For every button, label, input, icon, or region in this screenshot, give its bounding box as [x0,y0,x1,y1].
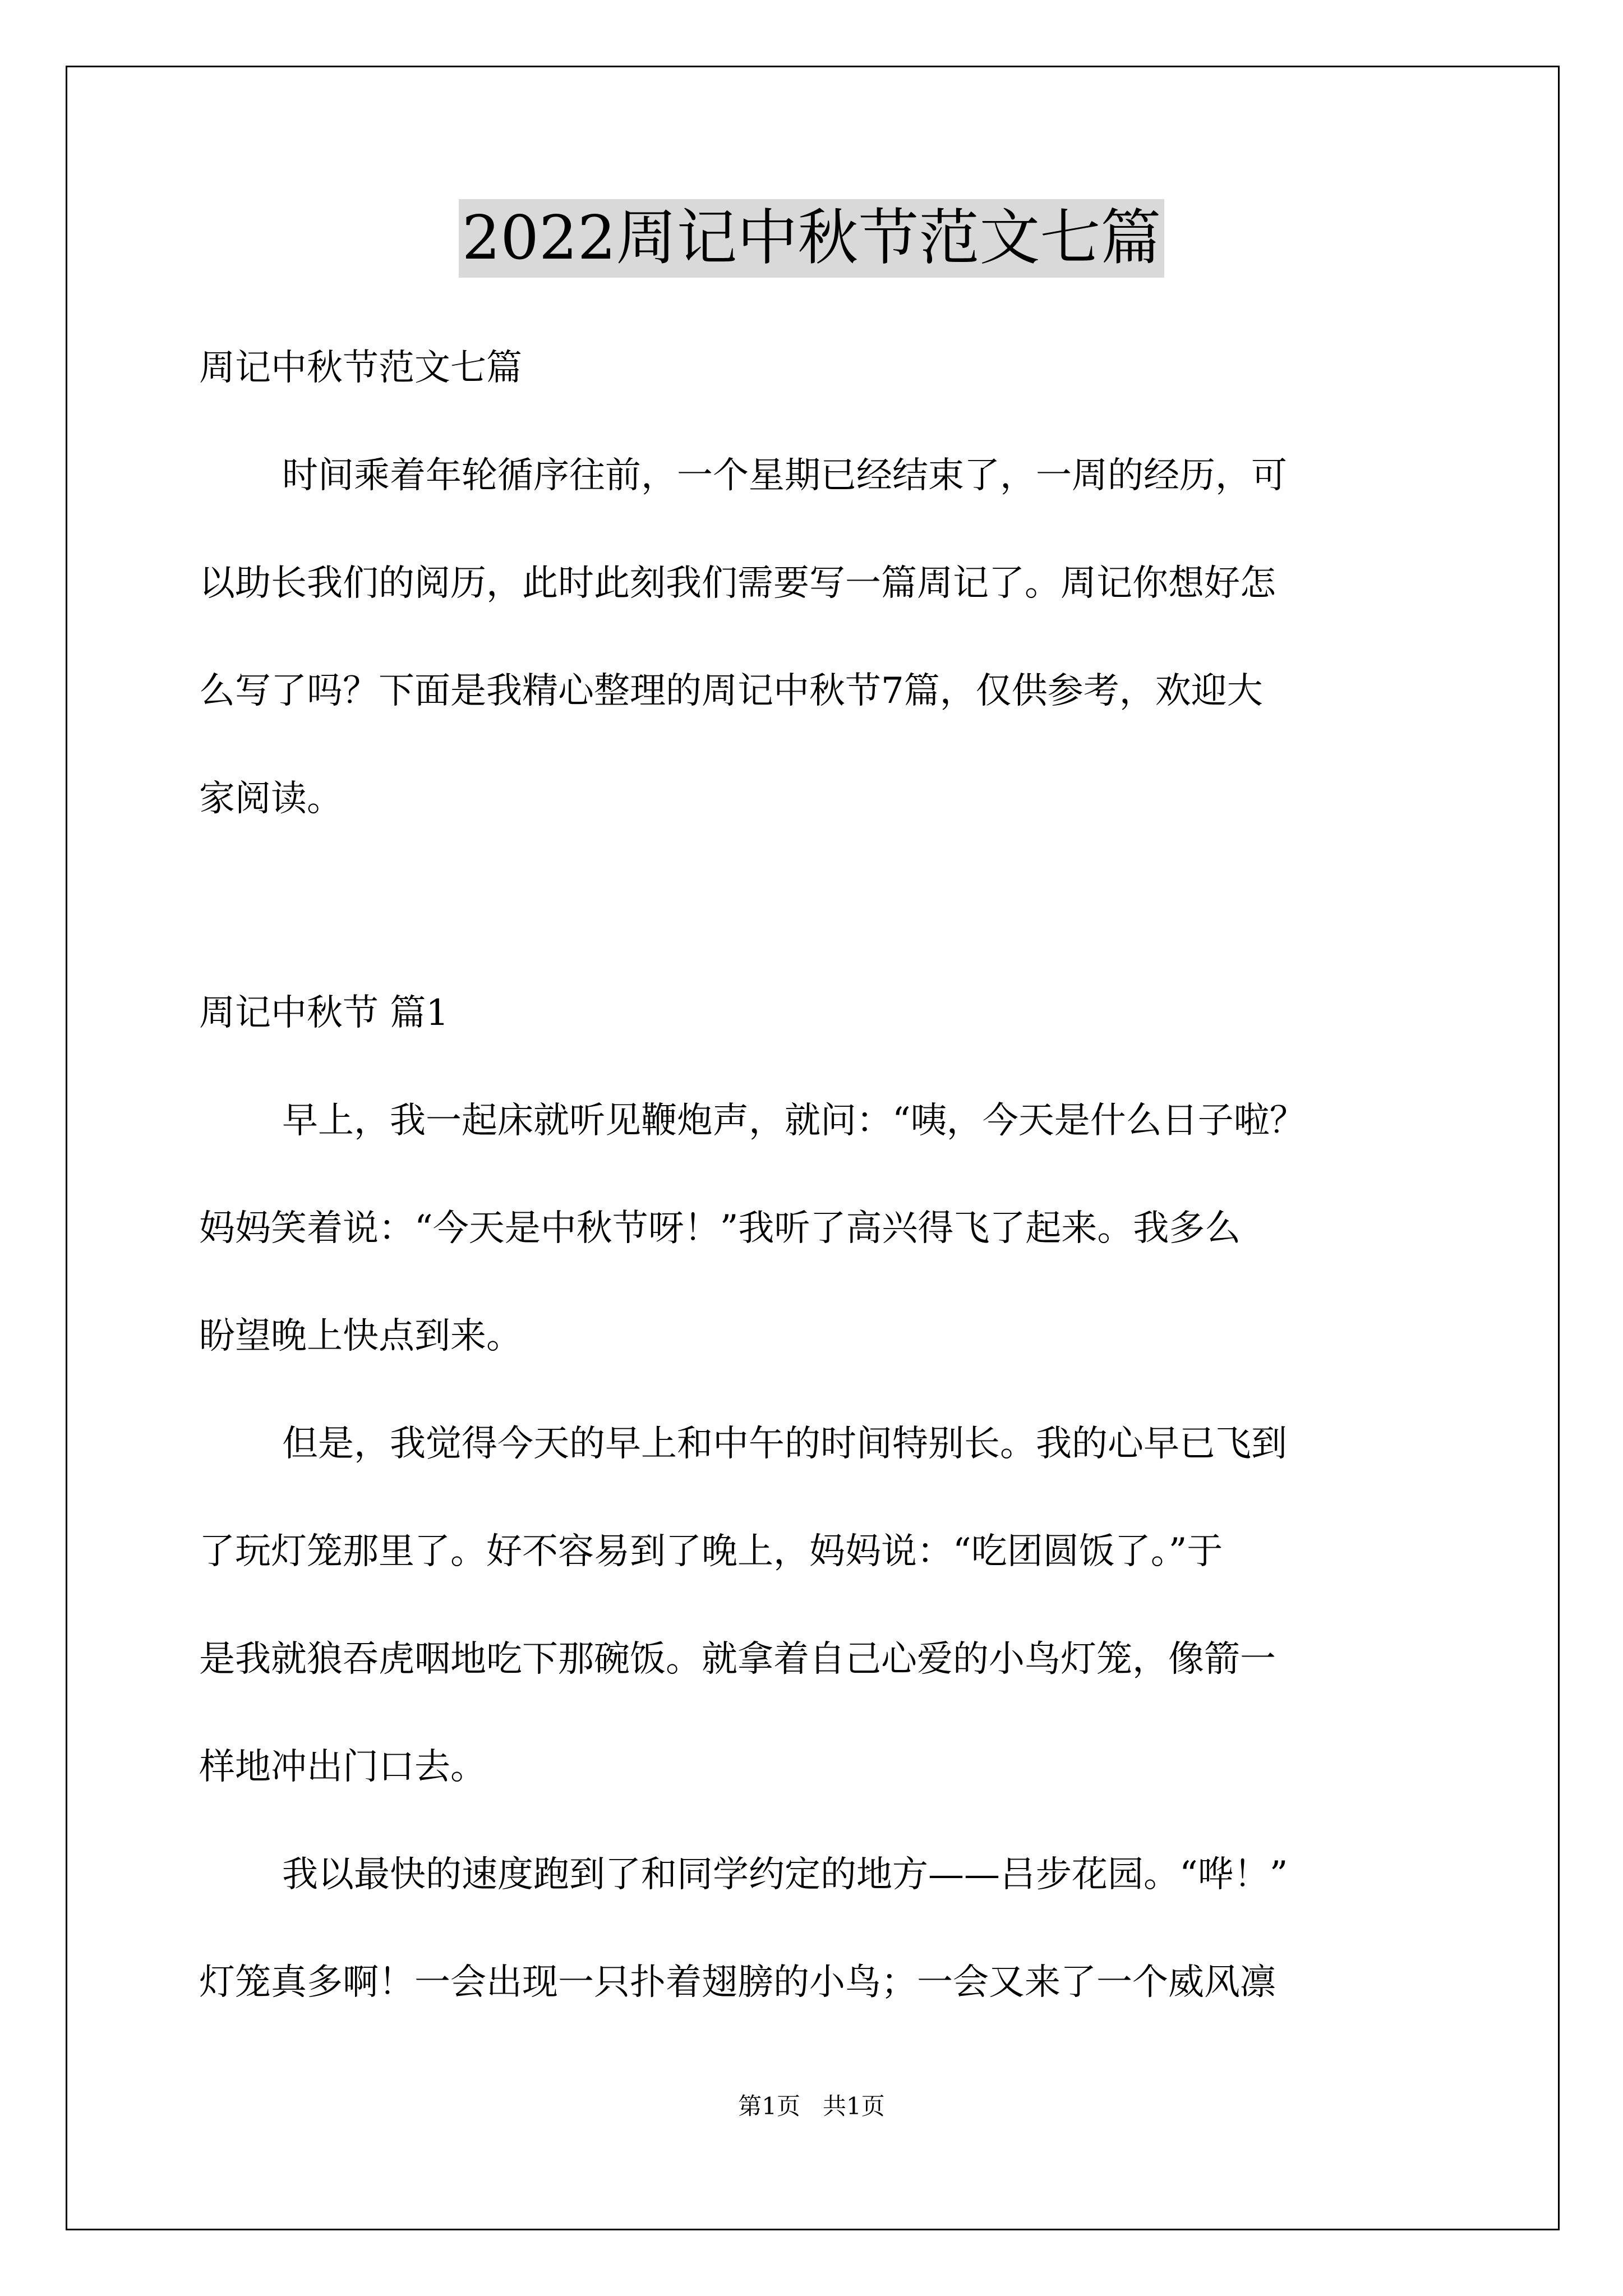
blank-spacer [199,853,1433,959]
intro-line: 时间乘着年轮循序往前，一个星期已经结束了，一周的经历，可 [282,455,1287,496]
section-heading: 周记中秋节 篇1 [199,992,449,1034]
title-container [0,199,1623,278]
paragraph-line: 盼望晚上快点到来。 [199,1315,522,1357]
paragraph-line: 妈妈笑着说：“今天是中秋节呀！”我听了高兴得飞了起来。我多么 [199,1208,1241,1249]
paragraph-line: 早上，我一起床就听见鞭炮声，就问：“咦，今天是什么日子啦？ [282,1100,1306,1142]
paragraph-line: 但是，我觉得今天的早上和中午的时间特别长。我的心早已飞到 [282,1423,1287,1465]
intro-line: 么写了吗？下面是我精心整理的周记中秋节7篇，仅供参考，欢迎大 [199,670,1263,712]
intro-line: 以助长我们的阅历，此时此刻我们需要写一篇周记了。周记你想好怎 [199,563,1276,604]
paragraph-line: 了玩灯笼那里了。好不容易到了晚上，妈妈说：“吃团圆饭了。”于 [199,1531,1223,1572]
document-title: 2022周记中秋节范文七篇 [459,199,1165,278]
paragraph-line: 样地冲出门口去。 [199,1746,486,1788]
paragraph-line: 是我就狼吞虎咽地吃下那碗饭。就拿着自己心爱的小鸟灯笼，像箭一 [199,1639,1276,1680]
intro-line: 家阅读。 [199,778,343,820]
paragraph-line: 灯笼真多啊！一会出现一只扑着翅膀的小鸟；一会又来了一个威风凛 [199,1962,1276,2003]
paragraph-line: 我以最快的速度跑到了和同学约定的地方——吕步花园。“哗！” [282,1854,1288,1895]
page-footer: 第1页 共1页 [738,2092,885,2120]
document-body [199,314,1433,2036]
subtitle: 周记中秋节范文七篇 [199,347,522,389]
